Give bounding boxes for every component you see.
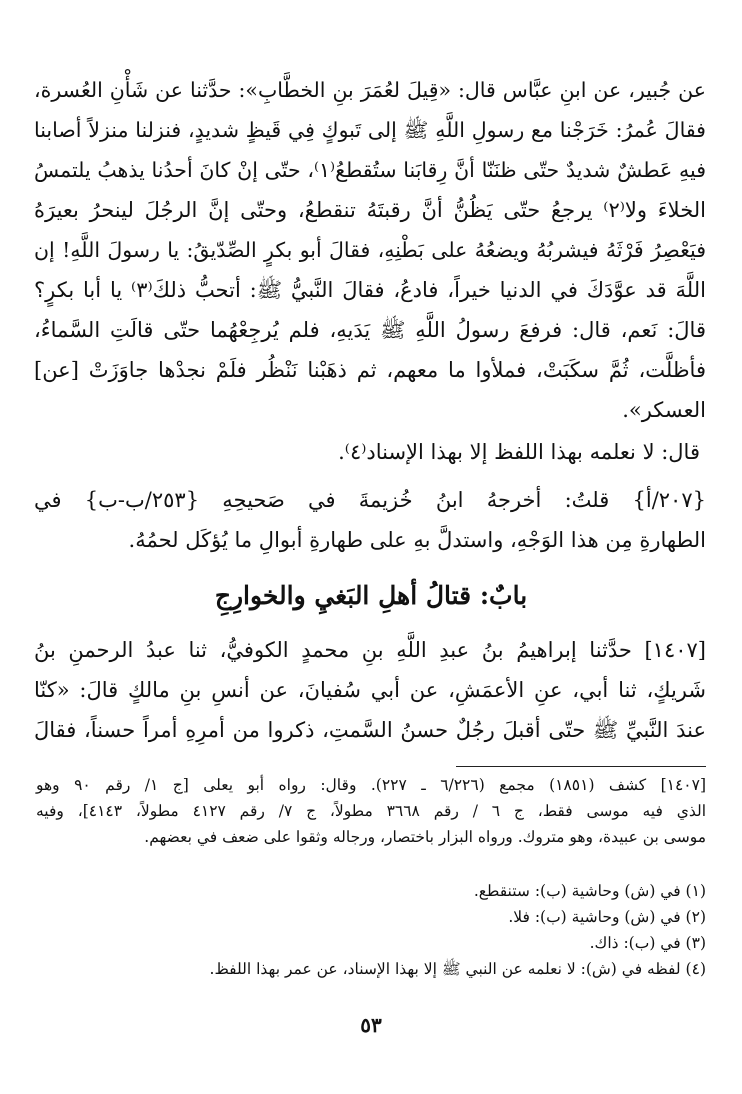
takhrij-line: الذي فيه موسى فقط، ج ٦ / رقم ٣٦٦٨ مطولاً، ج ٧/ رقم ٤١٢٧ مطولاً، ٤١٤٣]، وفيه — [36, 802, 707, 820]
text-line: فيهِ عَطشٌ شديدٌ حتّى ظنَنّا أنَّ رِقابَنا ستُقطعُ⁽١⁾، حتّى إنْ كانَ أحدُنا يذهبُ يلتمسُ — [34, 158, 706, 182]
footnote-divider — [456, 766, 706, 767]
isnad-remark — [34, 432, 706, 472]
footnote: (٤) لفظه في (ش): لا نعلمه عن النبي ﷺ إلا بهذا الإسناد، عن عمر بهذا اللفظ. — [209, 960, 706, 978]
text-line: فقالَ عُمرُ: خَرَجْنا مع رسولِ اللَّهِ ﷺ إلى تَبوكٍ فِي قَيظٍ شديدٍ، فنزلنا منزلاً أصابنا — [34, 118, 706, 142]
text-line: قالَ: نَعم، قال: فرفعَ رسولُ اللَّهِ ﷺ يَدَيهِ، فلم يُرجِعْهُما حتّى قالَتِ السَّماءُ، — [34, 318, 706, 342]
qultu-paragraph — [34, 480, 706, 560]
text-line: عن جُبير، عن ابنِ عبَّاس قال: «قِيلَ لعُمَرَ بنِ الخطَّابِ»: حدَّثنا عن شَأْنِ العُسرة، — [34, 78, 706, 102]
text-line: الطهارةِ مِن هذا الوَجْهِ، واستدلَّ بهِ على طهارةِ أبوالِ ما يُؤكَل لحمُهُ. — [128, 528, 706, 552]
chapter-heading: بابٌ: قتالُ أهلِ البَغيِ والخوارِجِ — [214, 581, 528, 610]
footnote: (٢) في (ش) وحاشية (ب): فلا. — [508, 908, 706, 926]
text-line: شَريكٍ، ثنا أبي، عنِ الأعمَشِ، عن أبي سُفيانَ، عن أنسِ بنِ مالكٍ قالَ: «كنّا — [34, 678, 706, 702]
text-line: الخلاءَ ولا⁽٢⁾ يرجعُ حتّى يَظُنُّ أنَّ رقبتَهُ تنقطعُ، وحتّى إنَّ الرجُلَ لينحرُ بعيرَهُ — [34, 198, 706, 222]
footnote: (٣) في (ب): ذاك. — [589, 934, 706, 952]
page-number: ٥٣ — [360, 1013, 382, 1037]
text-line: اللَّهَ قد عوَّدَكَ في الدنيا خيراً، فادعُ، فقالَ النَّبيُّ ﷺ: أتحبُّ ذلكَ⁽٣⁾ يا أبا بكرٍ؟ — [34, 278, 706, 302]
hadith-text-top — [34, 70, 706, 422]
takhrij-note — [36, 772, 706, 852]
text-line: [١٤٠٧] حدَّثنا إبراهيمُ بنُ عبدِ اللَّهِ بنِ محمدٍ الكوفيُّ، ثنا عبدُ الرحمنِ بنُ — [34, 638, 706, 662]
takhrij-line: موسى بن عبيدة، وهو متروك. ورواه البزار باختصار، ورجاله وثقوا على ضعف في بعضهم. — [144, 828, 706, 846]
footnotes — [36, 878, 706, 988]
text-line: فأظلَّت، ثُمَّ سكَبَتْ، فملأوا ما معهم، ثم ذهَبْنا نَنْظُر فلَمْ نجدْها جاوَزَتْ [عن] — [34, 358, 706, 382]
text-line: فيَعْصِرُ فَرْثَهُ فيشربُهُ ويضعُهُ على بَطْنِهِ، فقالَ أبو بكرٍ الصِّدّيقُ: يا رسولَ اللَّهِ! إن — [34, 238, 706, 262]
text-line: العسكر». — [622, 398, 706, 422]
hadith-1407 — [34, 630, 706, 750]
remark-line: قال: لا نعلمه بهذا اللفظ إلا بهذا الإسناد⁽٤⁾. — [338, 440, 700, 464]
text-line: {٢٠٧/أ} قلتُ: أخرجهُ ابنُ خُزيمةَ في صَحيحِهِ {٢٥٣/ب-ب} في — [34, 488, 706, 512]
takhrij-line: [١٤٠٧] كشف (١٨٥١) مجمع (٦/٢٢٦ ـ ٢٢٧). وقال: رواه أبو يعلى [ج ١/ رقم ٩٠ وهو — [36, 776, 707, 794]
text-line: عندَ النَّبيِّ ﷺ حتّى أقبلَ رجُلٌ حسنُ السَّمتِ، ذكروا من أمرِهِ أمراً حسناً، فقالَ — [34, 718, 706, 742]
footnote: (١) في (ش) وحاشية (ب): ستنقطع. — [473, 882, 706, 900]
